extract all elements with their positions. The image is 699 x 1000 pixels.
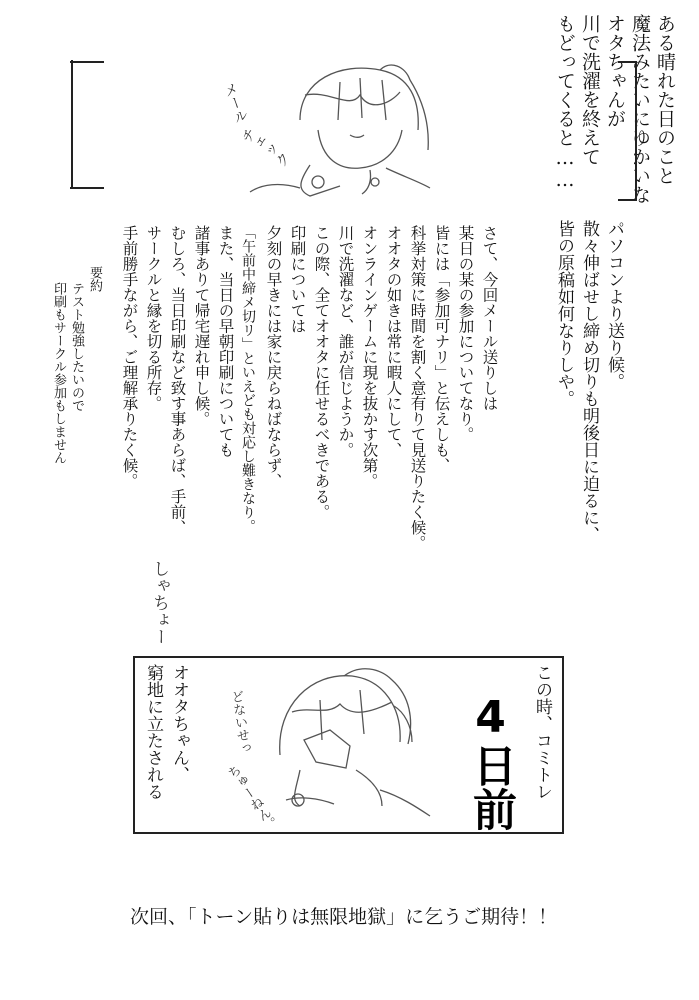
panel-2-caption: この時、コミトレ: [532, 664, 552, 800]
next-episode-footer: 次回、「トーン貼りは無限地獄」に乞うご期待！！: [130, 906, 558, 928]
letter-line: 「午前中締メ切リ」といえども対応し難きなり。: [240, 225, 256, 533]
letter-line: サークルと縁を切る所存。: [144, 225, 163, 411]
signature: しゃちょー: [149, 560, 169, 645]
countdown: 4日前: [465, 692, 516, 831]
letter-line: 夕刻の早きには家に戻らねばならず、: [264, 225, 283, 489]
panel-2-caption: 窮地に立たされる: [143, 664, 163, 800]
letter-line: 手前勝手ながら、ご理解承りたく候。: [120, 225, 139, 489]
letter-line: 散々伸ばせし締め切りも明後日に迫るに、: [579, 220, 599, 543]
letter-line: 印刷については: [288, 225, 307, 334]
letter-line: オオタの如きは常に暇人にして、: [384, 225, 403, 458]
letter-line: 川で洗濯など、誰が信じようか。: [336, 225, 355, 458]
letter-line: 諸事ありて帰宅遅れ申し候。: [192, 225, 211, 427]
letter-line: 科挙対策に時間を割く意有りて見送りたく候。: [408, 225, 427, 551]
intro-line: 魔法みたいにゆかいな: [629, 14, 651, 204]
sfx-mail: メール: [220, 80, 250, 126]
summary-line: 印刷もサークル参加もしません: [51, 282, 66, 464]
letter-line: 皆には「参加可ナリ」と伝えしも、: [432, 225, 451, 473]
intro-line: ある晴れた日のこと: [654, 14, 676, 185]
intro-line: もどってくると……: [554, 14, 576, 191]
sfx-donaisecchu: どないせっ: [227, 689, 252, 756]
letter-line: 某日の某の参加についてなり。: [456, 225, 475, 442]
intro-line: 川で洗濯を終えて: [579, 14, 601, 166]
summary-title: 要約: [87, 266, 102, 292]
sfx-check: チェック: [237, 125, 293, 171]
letter-line: 皆の原稿如何なりしや。: [554, 220, 574, 407]
letter-line: この際、全てオオタに任せるべきである。: [312, 225, 331, 520]
letter-line: むしろ、当日印刷など致す事あらば、手前、: [168, 225, 187, 535]
letter-line: オンラインゲームに現を抜かす次第。: [360, 225, 379, 489]
letter-line: さて、今回メール送りしは: [480, 225, 499, 411]
intro-line: オタちゃんが: [604, 14, 626, 128]
letter-line: また、当日の早朝印刷についても: [216, 225, 235, 458]
summary-line: テスト勉強したいので: [69, 282, 84, 412]
letter-line: パソコンより送り候。: [604, 220, 624, 390]
panel-2-caption: オオタちゃん、: [169, 664, 189, 783]
sfx-neen: ちゅーねん。: [222, 762, 281, 836]
